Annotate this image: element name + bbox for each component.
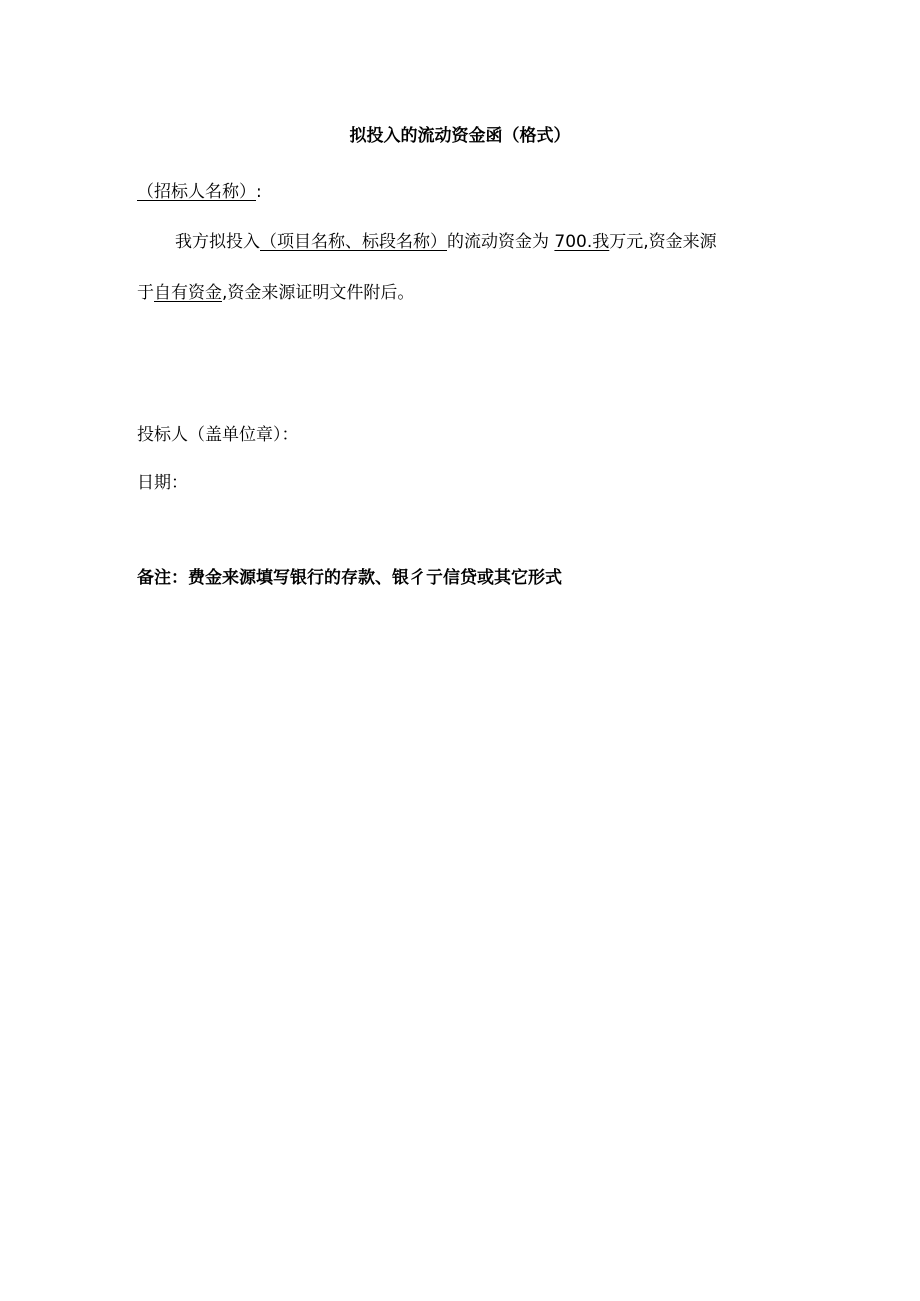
remark-note: 备注：费金来源填写银行的存款、银彳亍信贷或其它形式 [137, 568, 562, 588]
bidder-seal-label: 投标人（盖单位章）： [137, 425, 299, 445]
addressee-line [137, 181, 262, 203]
project-name-field: （项目名称、标段名称） [260, 232, 447, 252]
body-line-2 [137, 282, 414, 304]
addressee-colon: : [256, 182, 262, 202]
body-line2-suffix: ,资金来源证明文件附后。 [222, 283, 415, 303]
body-line2-prefix: 于 [137, 283, 154, 303]
date-label: 日期： [137, 473, 188, 493]
fund-source-field: 自有资金 [154, 283, 222, 303]
body-prefix: 我方拟投入 [175, 232, 260, 252]
body-middle: 的流动资金为 [447, 232, 549, 252]
document-title: 拟投入的流动资金函（格式） [349, 126, 571, 146]
body-line-1 [175, 231, 717, 253]
addressee-name: （招标人名称） [137, 182, 256, 202]
body-suffix: 万元,资金来源 [609, 232, 717, 252]
amount-field: 700.我 [554, 232, 610, 252]
